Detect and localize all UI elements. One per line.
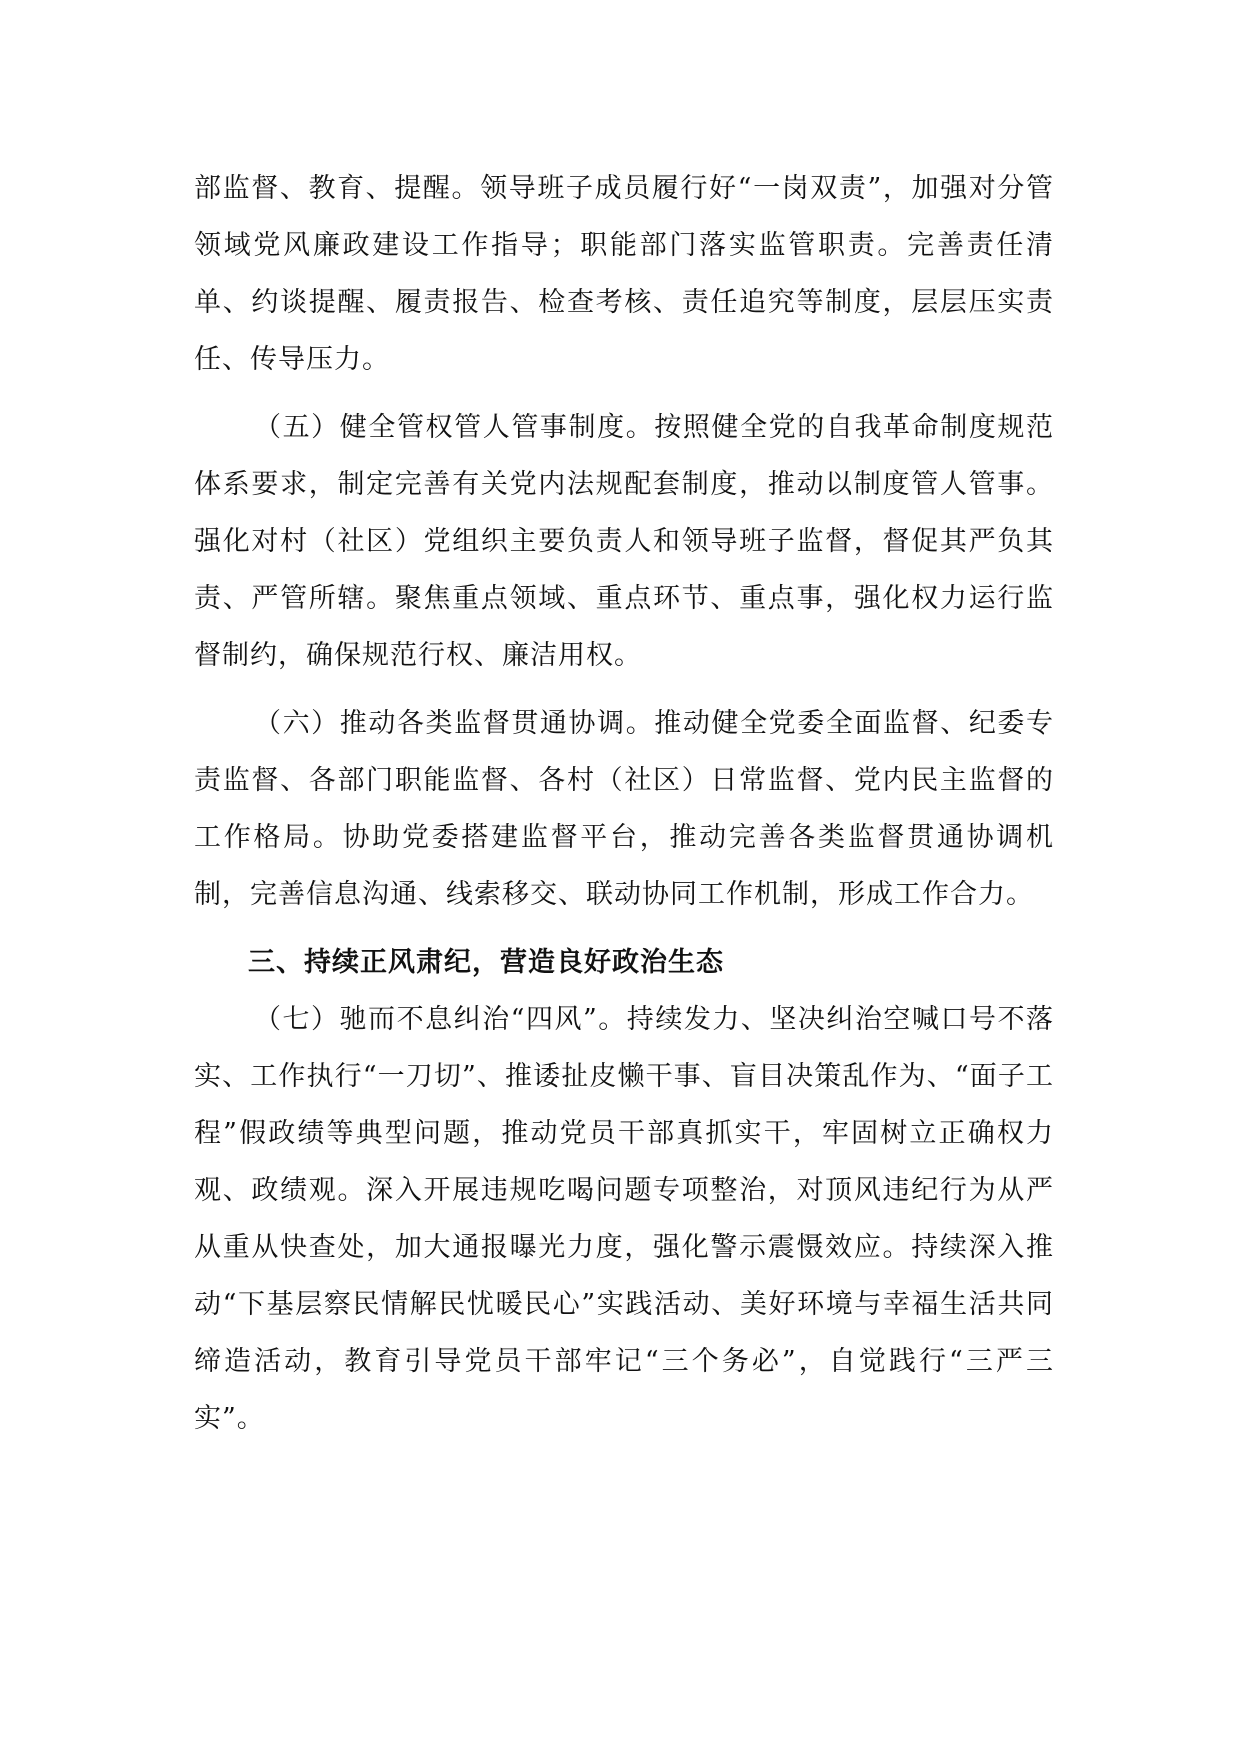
section-heading-3: 三、持续正风肃纪，营造良好政治生态 [248,947,724,978]
document-body [194,160,1054,1447]
paragraph-section-6: （六）推动各类监督贯通协调。推动健全党委全面监督、纪委专责监督、各部门职能监督、各村（社区）日常监督、党内民主监督的工作格局。协助党委搭建监督平台，推动完善各类监督贯通协调机制，完善信息沟通、线索移交、联动协同工作机制，形成工作合力。 [194,708,1054,910]
paragraph-section-5: （五）健全管权管人管事制度。按照健全党的自我革命制度规范体系要求，制定完善有关党内法规配套制度，推动以制度管人管事。强化对村（社区）党组织主要负责人和领导班子监督，督促其严负其责、严管所辖。聚焦重点领域、重点环节、重点事，强化权力运行监督制约，确保规范行权、廉洁用权。 [194,412,1054,671]
paragraph-section-7: （七）驰而不息纠治“四风”。持续发力、坚决纠治空喊口号不落实、工作执行“一刀切”、推诿扯皮懒干事、盲目决策乱作为、“面子工程”假政绩等典型问题，推动党员干部真抓实干，牢固树立正确权力观、政绩观。深入开展违规吃喝问题专项整治，对顶风违纪行为从严从重从快查处，加大通报曝光力度，强化警示震慑效应。持续深入推动“下基层察民情解民忧暖民心”实践活动、美好环境与幸福生活共同缔造活动，教育引导党员干部牢记“三个务必”，自觉践行“三严三实”。 [194,1004,1054,1434]
paragraph-continuation: 部监督、教育、提醒。领导班子成员履行好“一岗双责”，加强对分管领域党风廉政建设工作指导；职能部门落实监管职责。完善责任清单、约谈提醒、履责报告、检查考核、责任追究等制度，层层压实责任、传导压力。 [194,173,1054,375]
